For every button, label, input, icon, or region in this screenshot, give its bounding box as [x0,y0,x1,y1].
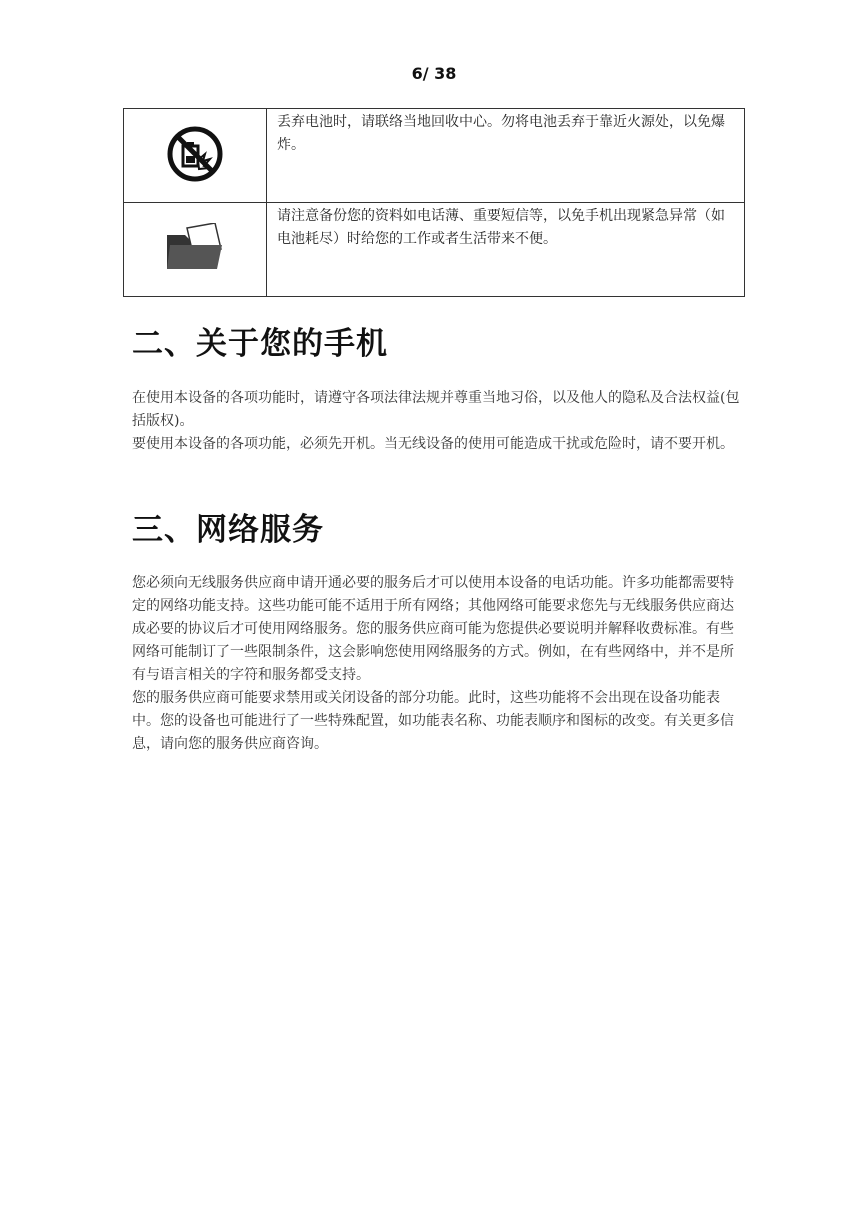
page-number: 6/ 38 [411,64,457,83]
section-body [132,572,744,756]
notice-icon-cell [124,109,267,203]
folder-backup-icon [165,223,225,273]
paragraph: 您的服务供应商可能要求禁用或关闭设备的部分功能。此时，这些功能将不会出现在设备功能表中。您的设备也可能进行了一些特殊配置，如功能表名称、功能表顺序和图标的改变。有关更多信息，请向您的服务供应商咨询。 [132,690,734,752]
section-heading: 二、关于您的手机 [132,326,388,362]
notice-icon-cell [124,203,267,297]
paragraph: 在使用本设备的各项功能时，请遵守各项法律法规并尊重当地习俗，以及他人的隐私及合法权益(包括版权)。 [132,390,740,429]
paragraph: 要使用本设备的各项功能，必须先开机。当无线设备的使用可能造成干扰或危险时，请不要开机。 [132,436,734,452]
notice-text: 请注意备份您的资料如电话薄、重要短信等，以免手机出现紧急异常（如电池耗尽）时给您的工作或者生活带来不便。 [267,203,745,297]
section-body [132,387,744,456]
safety-notice-table [123,108,745,297]
notice-row [124,203,745,297]
notice-row [124,109,745,203]
section-heading: 三、网络服务 [132,512,324,548]
paragraph: 您必须向无线服务供应商申请开通必要的服务后才可以使用本设备的电话功能。许多功能都需要特定的网络功能支持。这些功能可能不适用于所有网络；其他网络可能要求您先与无线服务供应商达成必要的协议后才可使用网络服务。您的服务供应商可能为您提供必要说明并解释收费标准。有些网络可能制订了一些限制条件，这会影响您使用网络服务的方式。例如，在有些网络中，并不是所有与语言相关的字符和服务都受支持。 [132,575,734,683]
notice-text: 丢弃电池时，请联络当地回收中心。勿将电池丢弃于靠近火源处，以免爆炸。 [267,109,745,203]
no-battery-disposal-icon [165,124,225,184]
